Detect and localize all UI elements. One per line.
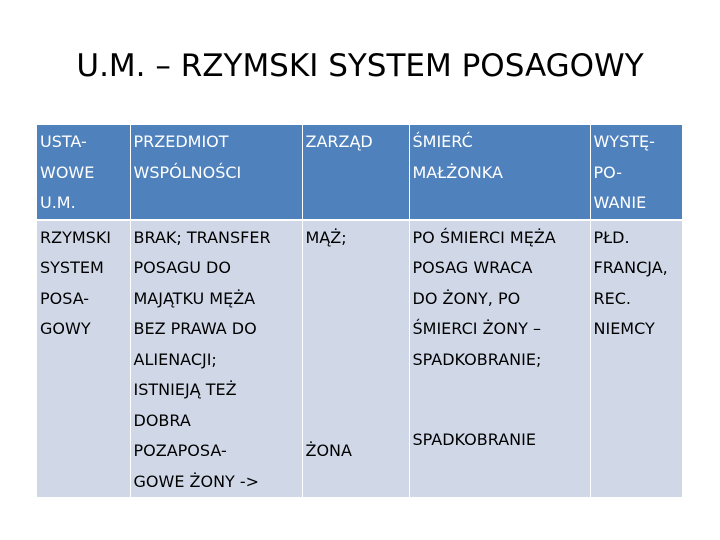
cell-zarzad <box>302 220 409 498</box>
cell-line: ALIENACJI; <box>133 349 217 369</box>
cell-line: SYSTEM <box>40 258 104 277</box>
header-line: PO- <box>593 162 622 182</box>
header-line: WOWE <box>40 162 95 182</box>
header-line: ŚMIERĆ <box>412 132 473 151</box>
header-line: MAŁŻONKA <box>412 162 503 182</box>
slide-title: U.M. – RZYMSKI SYSTEM POSAGOWY <box>76 48 644 84</box>
cell-line: ISTNIEJĄ TEŻ <box>133 380 237 399</box>
dowry-system-table <box>37 125 682 497</box>
cell-line: PŁD. <box>593 227 630 247</box>
cell-smierc <box>409 220 590 498</box>
cell-ustawowe <box>37 220 130 498</box>
header-cell-przedmiot <box>130 125 302 220</box>
cell-line: SPADKOBRANIE; <box>412 349 542 369</box>
header-cell-wystepowanie <box>590 125 682 220</box>
header-line: USTA- <box>40 132 87 151</box>
cell-line: BEZ PRAWA DO <box>133 319 257 338</box>
cell-line: MĄŻ; <box>305 227 347 247</box>
header-cell-smierc <box>409 125 590 220</box>
cell-line: GOWY <box>40 319 91 338</box>
header-line: WANIE <box>593 193 647 212</box>
cell-line: POSAGU DO <box>133 258 231 277</box>
cell-line: PO ŚMIERCI MĘŻA <box>412 227 556 247</box>
header-line: WYSTĘ- <box>593 132 655 151</box>
cell-spacer <box>413 375 587 425</box>
cell-line: FRANCJA, <box>593 258 668 277</box>
header-cell-ustawowe <box>37 125 130 220</box>
cell-line: POSA- <box>40 288 90 308</box>
cell-line: RZYMSKI <box>40 227 112 247</box>
cell-line: MAJĄTKU MĘŻA <box>133 288 256 308</box>
cell-line: GOWE ŻONY -> <box>133 471 260 491</box>
cell-line: POZAPOSA- <box>133 441 227 460</box>
table-row <box>37 220 682 498</box>
cell-spacer <box>306 253 406 436</box>
cell-line: NIEMCY <box>593 319 655 338</box>
cell-line: BRAK; TRANSFER <box>133 227 271 247</box>
header-cell-zarzad <box>302 125 409 220</box>
header-line: WSPÓLNOŚCI <box>133 162 242 182</box>
header-line: PRZEDMIOT <box>133 132 229 151</box>
cell-line: REC. <box>593 288 631 308</box>
cell-line: DO ŻONY, PO <box>412 288 521 308</box>
header-line: U.M. <box>40 193 76 212</box>
cell-line: POSAG WRACA <box>412 258 533 277</box>
cell-line: DOBRA <box>133 410 191 430</box>
cell-line: ŚMIERCI ŻONY – <box>412 319 541 338</box>
cell-wystepowanie <box>590 220 682 498</box>
table-header-row <box>37 125 682 220</box>
cell-line: ŻONA <box>305 441 352 460</box>
cell-line: SPADKOBRANIE <box>412 430 536 449</box>
cell-przedmiot <box>130 220 302 498</box>
header-line: ZARZĄD <box>305 132 373 151</box>
